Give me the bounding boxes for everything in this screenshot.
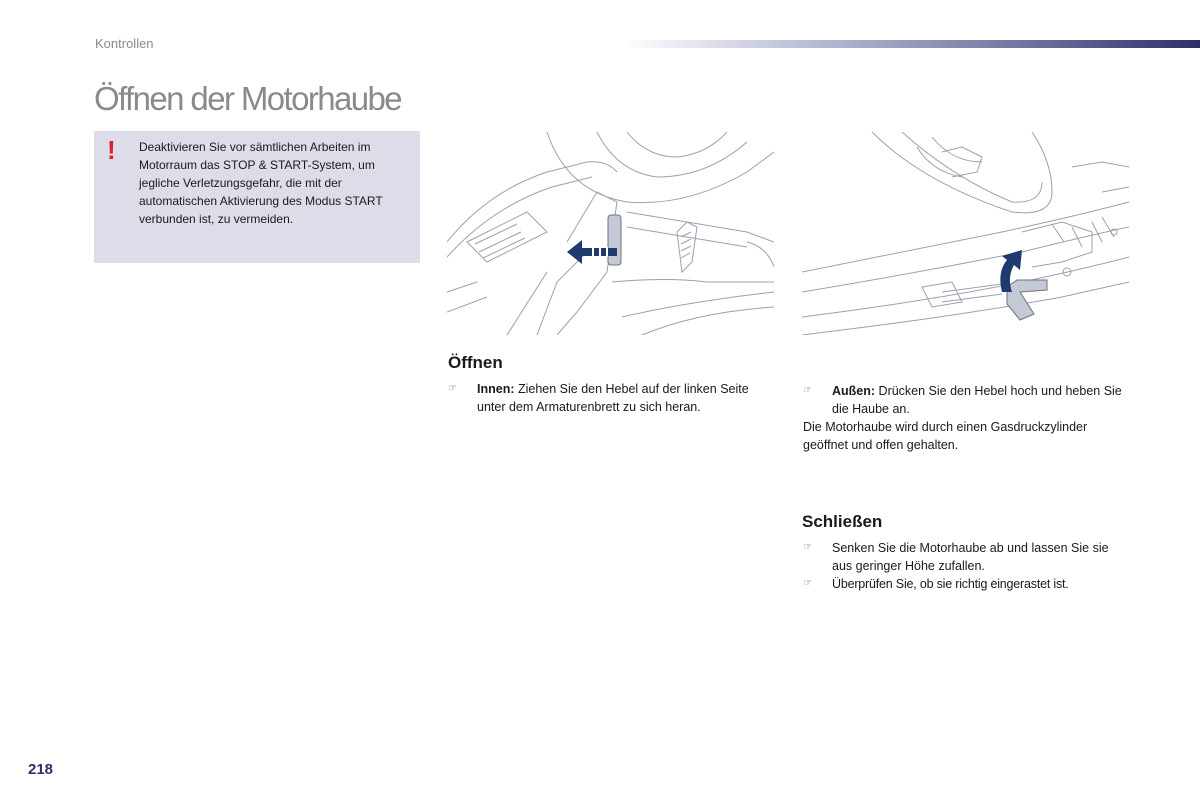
exclamation-icon: ! xyxy=(107,135,116,165)
closing-step-text: Überprüfen Sie, ob sie richtig eingerastet ist. xyxy=(832,577,1069,591)
inside-text: Ziehen Sie den Hebel auf der linken Seite unter dem Armaturenbrett zu sich heran. xyxy=(477,382,749,414)
opening-heading: Öffnen xyxy=(448,353,503,372)
section-label: Kontrollen xyxy=(95,36,154,51)
gas-strut-note: Die Motorhaube wird durch einen Gasdruckzylinder geöffnet und offen gehalten. xyxy=(803,420,1088,452)
release-lever xyxy=(608,215,621,265)
outside-text: Drücken Sie den Hebel hoch und heben Sie die Haube an. xyxy=(832,384,1122,416)
warning-text: Deaktivieren Sie vor sämtlichen Arbeiten im Motorraum das STOP & START-System, um jegliche Verletzungsgefahr, die mit der automatischen Aktivierung des Modus START verbunden ist, zu vermeiden. xyxy=(139,140,383,226)
outside-label: Außen: xyxy=(832,384,876,398)
hand-pointer-icon: ☞ xyxy=(803,385,812,396)
page-number: 218 xyxy=(28,761,54,778)
page-title: Öffnen der Motorhaube xyxy=(94,80,402,117)
hand-pointer-icon: ☞ xyxy=(803,578,812,589)
interior-lever-drawing xyxy=(447,132,774,335)
interior-lever-illustration xyxy=(447,132,774,335)
exterior-catch-illustration xyxy=(802,132,1129,335)
closing-heading: Schließen xyxy=(802,512,883,531)
hand-pointer-icon: ☞ xyxy=(448,383,457,394)
closing-step-text: Senken Sie die Motorhaube ab und lassen Sie sie aus geringer Höhe zufallen. xyxy=(832,541,1109,573)
header-gradient-bar xyxy=(622,40,1200,48)
exterior-catch-drawing xyxy=(802,132,1129,335)
inside-label: Innen: xyxy=(477,382,515,396)
safety-catch-lever xyxy=(1007,280,1047,320)
opening-inside-text xyxy=(477,380,775,416)
opening-outside-text xyxy=(832,382,1130,418)
hand-pointer-icon: ☞ xyxy=(803,542,812,553)
